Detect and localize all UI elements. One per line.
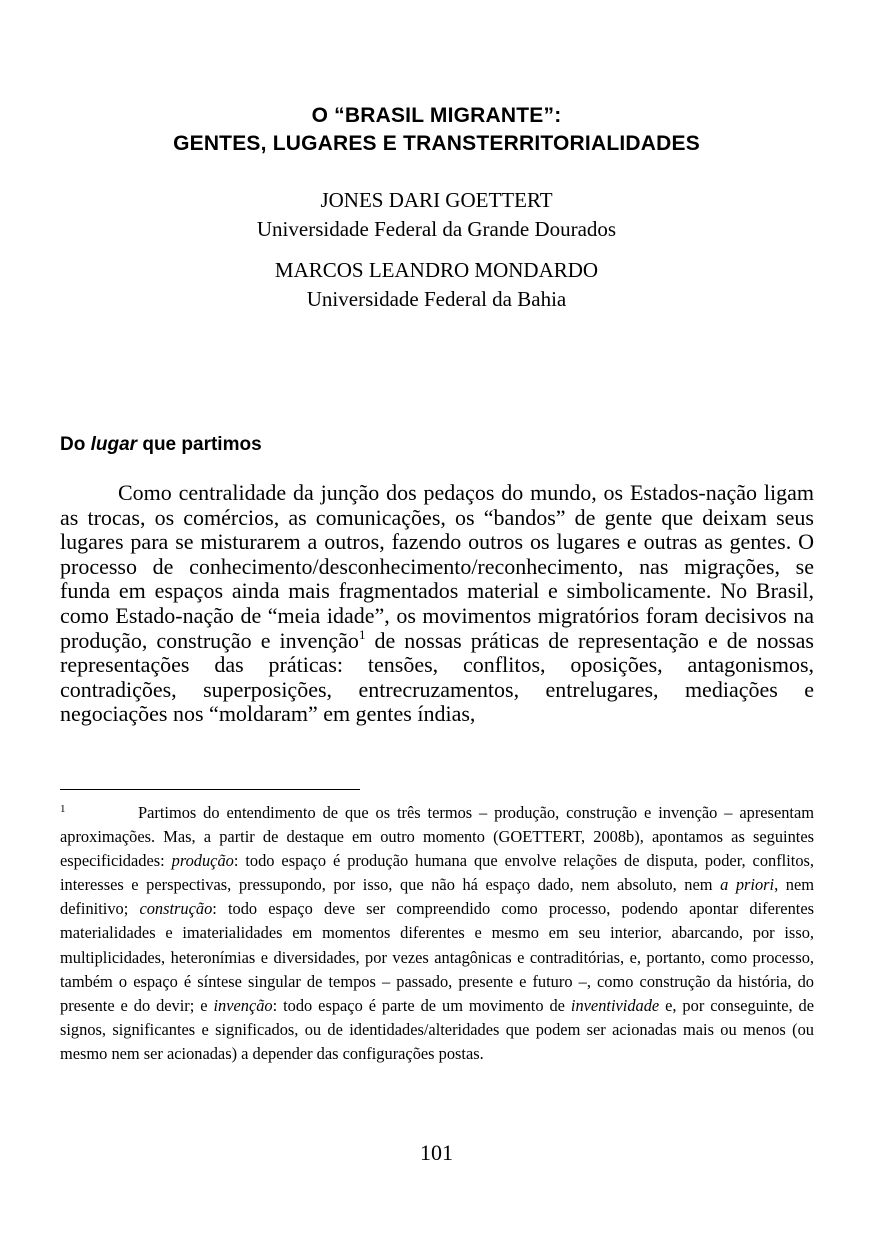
footnote-text: : todo espaço é produção humana que envolve relações de disputa, poder, conflitos, interesses e perspectivas, pressupondo, por isso, que não há espaço dado, nem absoluto, nem	[60, 851, 814, 895]
author-name: MARCOS LEANDRO MONDARDO	[274, 258, 599, 282]
author-name: JONES DARI GOETTERT	[320, 188, 553, 212]
author-block-2	[0, 256, 873, 314]
body-paragraph	[60, 481, 814, 727]
page-number: 101	[420, 1140, 453, 1165]
body-text-part-2: de nossas práticas de representação e de nossas representações das práticas: tensões, conflitos, oposições, antagonismos, contradições, superposições, entrecruzamentos, entrelugares, mediações e negociações nos “moldaram” em gentes índias,	[60, 627, 814, 727]
author-affiliation: Universidade Federal da Grande Dourados	[256, 217, 617, 241]
footnote-term: inventividade	[570, 995, 660, 1015]
footnote-text: , nem definitivo;	[60, 875, 814, 919]
footnote-reference[interactable]: 1	[358, 626, 366, 642]
footnote-term: produção	[171, 851, 234, 871]
section-heading-end: que partimos	[137, 434, 262, 455]
footnote-text: e, por conseguinte, de signos, significantes e significados, ou de identidades/alteridades que podem ser acionadas mais ou menos (ou mesmo nem ser acionadas) a depender das configurações postas.	[60, 995, 814, 1063]
footnote-divider	[60, 789, 360, 790]
footnote-text: Partimos do entendimento de que os três termos – produção, construção e invenção – apresentam aproximações. Mas, a partir de destaque em outro momento (GOETTERT, 2008b), apontamos as seguintes especificidades:	[60, 803, 814, 871]
footnote: 1 Partimos do entendimento de que os três termos – produção, construção e invenção – apresentam aproximações. Mas, a partir de destaque em outro momento (GOETTERT, 2008b), apontamos as seguintes especificidades: produção: todo espaço é produção humana que envolve relações de disputa, poder, conflitos, interesses e perspectivas, pressupondo, por isso, que não há espaço dado, nem absoluto, nem a priori, nem definitivo; construção: todo espaço deve ser compreendido como processo, podendo apontar diferentes materialidades e imaterialidades em momentos diferentes e mesmo em seu interior, abarcando, por isso, multiplicidades, heteronímias e diversidades, por vezes antagônicas e contraditórias, e, portanto, como processo, também o espaço é síntese singular de tempos – passado, presente e futuro –, como construção da história, do presente e do devir; e invenção: todo espaço é parte de um movimento de inventividade e, por conseguinte, de signos, significantes e significados, ou de identidades/alteridades que podem ser acionadas mais ou menos (ou mesmo nem ser acionadas) a depender das configurações postas.	[60, 803, 814, 1063]
body-text-part-1: Como centralidade da junção dos pedaços do mundo, os Estados-nação ligam as trocas, os comércios, as comunicações, os “bandos” de gente que deixam seus lugares para se misturarem a outros, fazendo outros os lugares e outras as gentes. O processo de conhecimento/desconhecimento/reconhecimento, nas migrações, se funda em espaços ainda mais fragmentados material e simbolicamente. No Brasil, como Estado-nação de “meia idade”, os movimentos migratórios foram decisivos na produção, construção e invenção	[60, 480, 814, 653]
author-block-1	[0, 186, 873, 244]
footnote-term: a priori	[720, 875, 775, 895]
section-heading-start: Do	[60, 434, 91, 455]
footnote-text: : todo espaço deve ser compreendido como processo, podendo apontar diferentes materialidades e imaterialidades em momentos diferentes e mesmo em seu interior, abarcando, por isso, multiplicidades, heteronímias e diversidades, por vezes antagônicas e contraditórias, e, portanto, como processo, também o espaço é síntese singular de tempos – passado, presente e futuro –, como construção da história, do presente e do devir; e	[60, 899, 814, 1015]
section-heading-emphasis: lugar	[90, 434, 138, 455]
footnote-term: construção	[139, 899, 213, 919]
footnote-term: invenção	[213, 995, 273, 1015]
title-line-1: O “BRASIL MIGRANTE”:	[311, 104, 562, 127]
footnote-text: : todo espaço é parte de um movimento de	[272, 995, 571, 1015]
section-heading	[60, 432, 262, 458]
article-title	[0, 102, 873, 158]
title-line-2: GENTES, LUGARES E TRANSTERRITORIALIDADES	[173, 132, 700, 155]
author-affiliation: Universidade Federal da Bahia	[306, 287, 567, 311]
